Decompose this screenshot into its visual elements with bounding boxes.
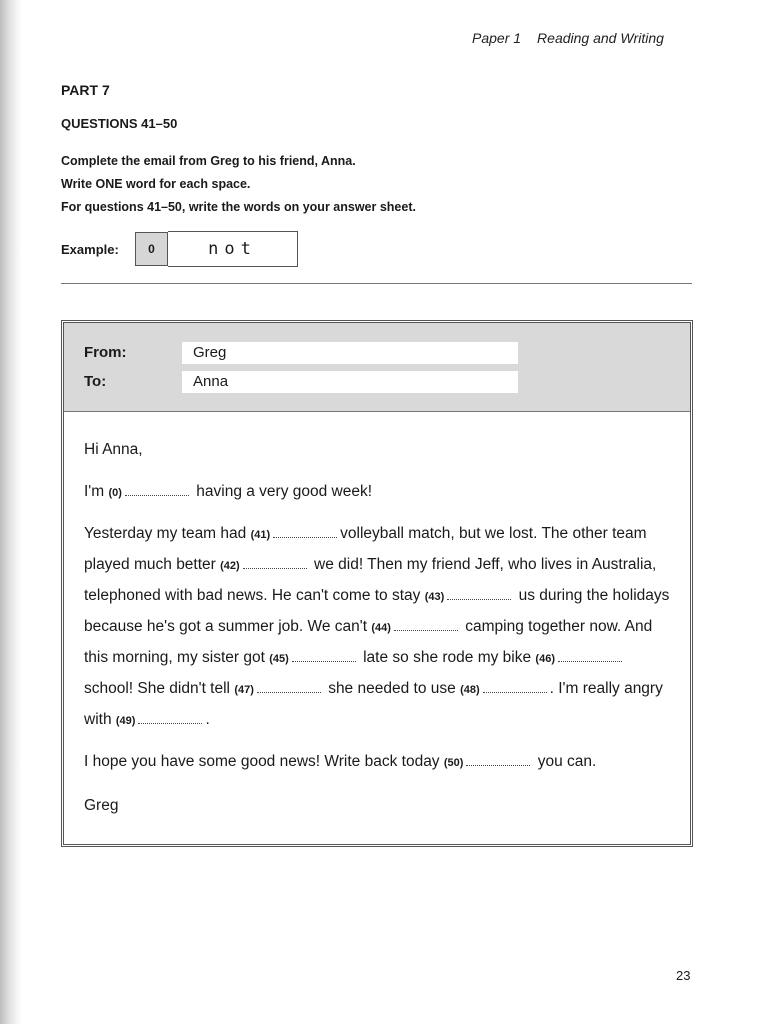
answer-gap — [125, 483, 189, 496]
email-intro — [84, 477, 670, 508]
question-number: (0) — [108, 487, 122, 499]
email-body — [84, 435, 670, 821]
email-box — [61, 320, 693, 847]
question-number: (49) — [115, 715, 136, 727]
answer-gap — [273, 525, 337, 538]
body-text: us during the holidays because he's got a summer job. We can't — [84, 587, 670, 635]
page-number: 23 — [676, 968, 691, 983]
intro-text: having a very good week! — [196, 483, 373, 500]
to-label: To: — [84, 373, 107, 390]
body-text: . I'm really angry with — [84, 680, 663, 728]
question-number: (44) — [371, 622, 391, 634]
to-field: Anna — [182, 371, 518, 393]
section-divider — [61, 283, 692, 284]
body-text: volleyball match, but we lost. The other team played much better — [84, 525, 647, 573]
question-number: (48) — [460, 684, 480, 696]
answer-gap — [394, 618, 458, 631]
question-number: (50) — [443, 757, 464, 769]
question-number: (47) — [234, 684, 254, 696]
to-row — [64, 371, 690, 393]
body-text: late so she rode my bike — [363, 649, 532, 666]
email-greeting: Hi Anna, — [84, 441, 143, 458]
instruction-line: Write ONE word for each space. — [61, 177, 251, 191]
from-row — [64, 342, 690, 364]
example-label: Example: — [61, 241, 119, 257]
from-field: Greg — [182, 342, 518, 364]
email-main-paragraph — [84, 519, 670, 736]
part-heading: PART 7 — [61, 82, 110, 98]
body-text: . — [205, 711, 210, 728]
email-header — [64, 323, 690, 412]
answer-gap — [558, 649, 622, 662]
answer-gap — [138, 711, 202, 724]
questions-heading: QUESTIONS 41–50 — [61, 116, 178, 131]
answer-gap — [257, 680, 321, 693]
question-number: (43) — [424, 591, 445, 603]
closing-text: I hope you have some good news! Write back today — [84, 753, 440, 770]
example-answer: not — [168, 231, 298, 267]
question-number: (45) — [269, 653, 289, 665]
answer-gap — [447, 587, 511, 600]
answer-gap — [466, 753, 530, 766]
running-head — [472, 30, 680, 46]
answer-gap — [243, 556, 307, 569]
paper-title: Reading and Writing — [537, 30, 664, 46]
question-number: (42) — [220, 560, 240, 572]
paper-label: Paper 1 — [472, 30, 522, 46]
instruction-line: For questions 41–50, write the words on your answer sheet. — [61, 200, 416, 214]
instruction-line: Complete the email from Greg to his friend, Anna. — [61, 154, 356, 168]
example-row — [61, 231, 298, 267]
instructions — [61, 150, 416, 219]
example-number: 0 — [135, 232, 168, 266]
from-label: From: — [84, 344, 127, 361]
email-signature: Greg — [84, 797, 119, 814]
body-text: camping together now. And this morning, my sister got — [84, 618, 653, 666]
body-text: school! She didn't tell — [84, 680, 230, 697]
body-text: we did! Then my friend Jeff, who lives in Australia, telephoned with bad news. He can't come to stay — [84, 556, 657, 604]
email-closing — [84, 747, 670, 778]
question-number: (41) — [250, 529, 271, 541]
book-spine-shadow — [0, 0, 22, 1024]
intro-text: I'm — [84, 483, 105, 500]
answer-gap — [483, 680, 547, 693]
question-number: (46) — [535, 653, 555, 665]
closing-text: you can. — [537, 753, 597, 770]
answer-gap — [292, 649, 356, 662]
body-text: Yesterday my team had — [84, 525, 247, 542]
body-text: she needed to use — [328, 680, 456, 697]
